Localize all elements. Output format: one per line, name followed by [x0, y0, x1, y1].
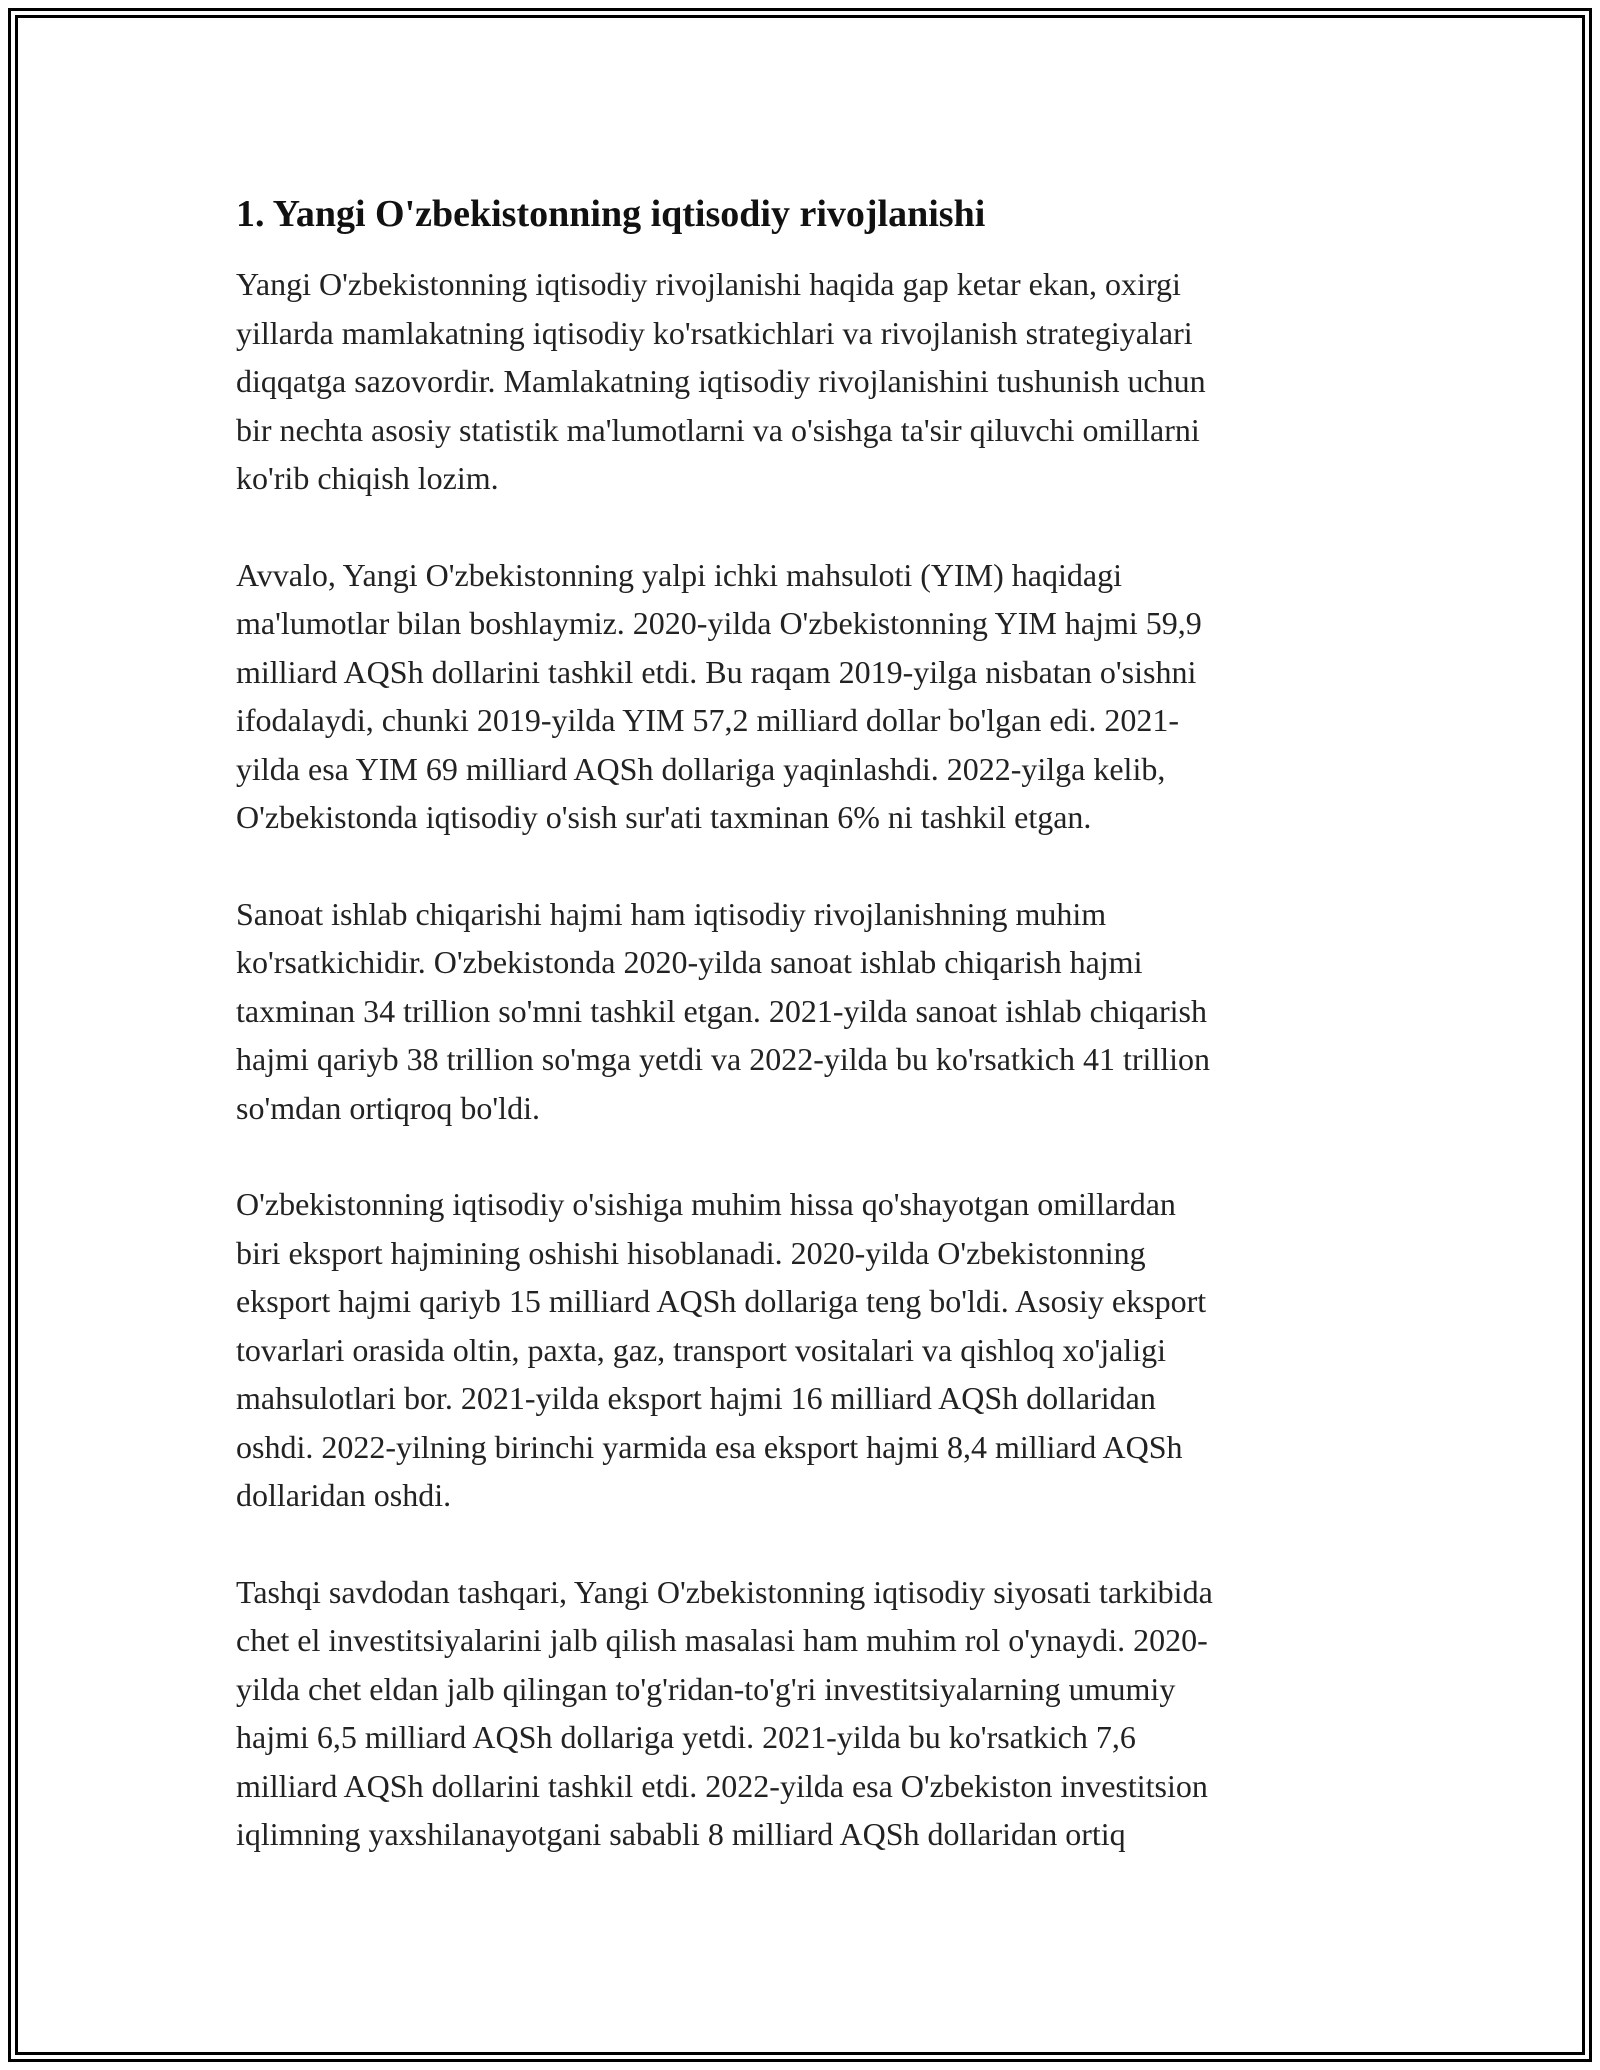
paragraph: [236, 551, 1366, 842]
paragraph-line: yilda chet eldan jalb qilingan to'g'ridan-to'g'ri investitsiyalarning umumiy: [236, 1670, 1176, 1707]
paragraph-line: ma'lumotlar bilan boshlaymiz. 2020-yilda O'zbekistonning YIM hajmi 59,9: [236, 605, 1202, 641]
paragraph: [236, 1180, 1366, 1520]
paragraph-line: so'mdan ortiqroq bo'ldi.: [236, 1089, 540, 1126]
paragraph-line: Tashqi savdodan tashqari, Yangi O'zbekistonning iqtisodiy siyosati tarkibida: [236, 1573, 1213, 1610]
paragraph-line: taxminan 34 trillion so'mni tashkil etgan. 2021-yilda sanoat ishlab chiqarish: [236, 992, 1207, 1029]
paragraph-line: ko'rsatkichidir. O'zbekistonda 2020-yilda sanoat ishlab chiqarish hajmi: [236, 944, 1143, 980]
paragraph-list: [236, 260, 1366, 1859]
paragraph-line: hajmi qariyb 38 trillion so'mga yetdi va 2022-yilda bu ko'rsatkich 41 trillion: [236, 1041, 1211, 1077]
paragraph-line: chet el investitsiyalarini jalb qilish masalasi ham muhim rol o'ynaydi. 2020-: [236, 1622, 1208, 1658]
paragraph-line: tovarlari orasida oltin, paxta, gaz, transport vositalari va qishloq xo'jaligi: [236, 1331, 1166, 1368]
paragraph-line: mahsulotlari bor. 2021-yilda eksport hajmi 16 milliard AQSh dollaridan: [236, 1380, 1156, 1416]
paragraph-line: Sanoat ishlab chiqarishi hajmi ham iqtisodiy rivojlanishning muhim: [236, 895, 1107, 932]
paragraph-line: milliard AQSh dollarini tashkil etdi. 2022-yilda esa O'zbekiston investitsion: [236, 1767, 1208, 1804]
paragraph-line: eksport hajmi qariyb 15 milliard AQSh dollariga teng bo'ldi. Asosiy eksport: [236, 1283, 1207, 1319]
paragraph-line: diqqatga sazovordir. Mamlakatning iqtisodiy rivojlanishini tushunish uchun: [236, 363, 1206, 399]
paragraph-line: dollaridan oshdi.: [236, 1477, 452, 1513]
paragraph: [236, 890, 1366, 1133]
paragraph: [236, 260, 1366, 503]
document-body: [236, 184, 1366, 1907]
paragraph-line: ifodalaydi, chunki 2019-yilda YIM 57,2 milliard dollar bo'lgan edi. 2021-: [236, 702, 1180, 738]
paragraph-line: hajmi 6,5 milliard AQSh dollariga yetdi. 2021-yilda bu ko'rsatkich 7,6: [236, 1719, 1136, 1755]
paragraph: [236, 1568, 1366, 1859]
paragraph-line: bir nechta asosiy statistik ma'lumotlarni va o'sishga ta'sir qiluvchi omillarni: [236, 411, 1200, 448]
paragraph-line: ko'rib chiqish lozim.: [236, 460, 499, 496]
paragraph-line: O'zbekistonda iqtisodiy o'sish sur'ati taxminan 6% ni tashkil etgan.: [236, 799, 1092, 835]
paragraph-line: Yangi O'zbekistonning iqtisodiy rivojlanishi haqida gap ketar ekan, oxirgi: [236, 266, 1181, 302]
paragraph-line: yillarda mamlakatning iqtisodiy ko'rsatkichlari va rivojlanish strategiyalari: [236, 314, 1193, 351]
paragraph-line: milliard AQSh dollarini tashkil etdi. Bu raqam 2019-yilga nisbatan o'sishni: [236, 653, 1197, 690]
paragraph-line: O'zbekistonning iqtisodiy o'sishiga muhim hissa qo'shayotgan omillardan: [236, 1186, 1176, 1222]
paragraph-line: yilda esa YIM 69 milliard AQSh dollariga yaqinlashdi. 2022-yilga kelib,: [236, 750, 1166, 787]
paragraph-line: Avvalo, Yangi O'zbekistonning yalpi ichki mahsuloti (YIM) haqidagi: [236, 556, 1122, 593]
paragraph-line: oshdi. 2022-yilning birinchi yarmida esa eksport hajmi 8,4 milliard AQSh: [236, 1428, 1183, 1465]
paragraph-line: biri eksport hajmining oshishi hisoblanadi. 2020-yilda O'zbekistonning: [236, 1234, 1146, 1271]
paragraph-line: iqlimning yaxshilanayotgani sababli 8 milliard AQSh dollaridan ortiq: [236, 1816, 1126, 1852]
section-title: 1. Yangi O'zbekistonning iqtisodiy rivojlanishi: [236, 193, 986, 235]
